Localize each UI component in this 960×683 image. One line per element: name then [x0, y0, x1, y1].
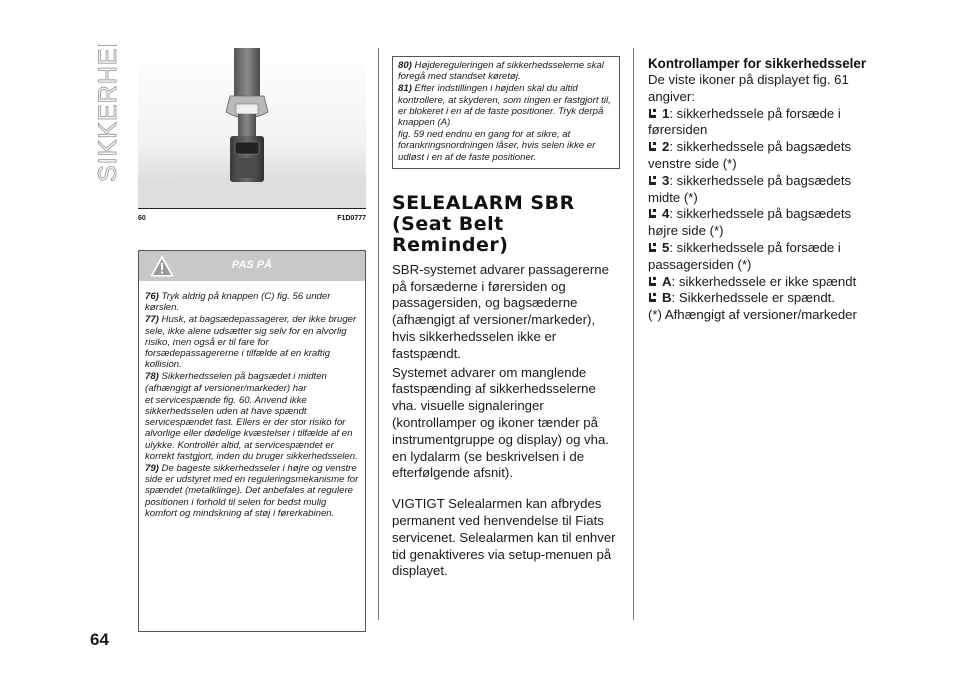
- lamp-item: [648, 173, 876, 207]
- page-number: 64: [90, 630, 109, 649]
- item-number: 77): [145, 314, 159, 326]
- item-text: Husk, at bagsædepassagerer, der ikke bruger sele, ikke alene udsætter sig selv for en alvorlig risiko, men også er til fare for forsædepassagererne i tilfælde af en kraftig kollision.: [145, 314, 357, 371]
- lamp-text: : sikkerhedssele på forsæde i passagersiden (*): [648, 239, 841, 272]
- item-text: De bageste sikkerhedsseler i højre og venstre side er udstyret med en reguleringsmekanisme for spændet (metalklinge). Det anbefales at regulere positionen i forhold til selen for bedst mulig komfort og mindskning af støj i førerkabinen.: [145, 463, 359, 519]
- lamp-text: : sikkerhedssele er ikke spændt: [671, 273, 857, 289]
- item-number: 79): [145, 463, 159, 475]
- item-text: Højdereguleringen af sikkerhedsselerne skal foregå med standset køretøj.: [398, 60, 604, 83]
- section-heading: SELEALARM SBR (Seat Belt Reminder): [392, 191, 575, 256]
- seat-icon: [648, 241, 658, 252]
- lamps-title: Kontrollamper for sikkerhedsseler: [648, 56, 867, 71]
- item-number: 80): [398, 60, 412, 71]
- lamp-item: [648, 106, 876, 140]
- figure-number: 60: [138, 215, 146, 222]
- lamp-key: B: [662, 290, 672, 306]
- warning-title: PAS PÅ: [231, 259, 273, 271]
- item-number: 76): [145, 291, 159, 302]
- item-text: fig. 59 ned endnu en gang for at sikre, at forankringsnordningen låser, hvis selen ikke er udløst i en af de faste positioner.: [398, 129, 596, 163]
- warning-item: [145, 314, 359, 370]
- seatbelt-figure: [138, 48, 366, 208]
- item-text: et servicespænde fig. 60. Anvend ikke sikkerhedsselen uden at have spændt servicespændet fast. Ellers er der stor risiko for alvorlige eller dødelige kvæstelser i tilfælde af en ulykke. Kontrollér altid, at servicespændet er korrekt fastgjort, inden du bruger sikkerhedsselen.: [145, 394, 358, 462]
- column-divider: [378, 48, 379, 620]
- paragraph: Systemet advarer om manglende fastspænding af sikkerhedsselerne vha. visuelle signaleringer (kontrollamper og ikoner tænder på instrumentgruppe og display) og vha. en lydalarm (se beskrivelsen i de efterfølgende afsnit).: [392, 364, 609, 481]
- warning-item: [145, 395, 359, 462]
- note-box: [392, 56, 620, 169]
- note-item: [398, 60, 614, 82]
- seat-icon: [648, 174, 658, 185]
- section-body: [392, 262, 620, 580]
- figure-caption: [138, 209, 366, 222]
- lamp-text: : Sikkerhedssele er spændt.: [671, 290, 835, 306]
- chapter-title: [86, 44, 126, 184]
- right-column: [648, 56, 876, 324]
- lamp-text: : sikkerhedssele på bagsædets venstre side (*): [648, 139, 852, 171]
- paragraph: VIGTIGT Selealarmen kan afbrydes permanent ved henvendelse til Fiats servicenet. Selealarmen kan til enhver tid genaktiveres via setup-menuen på displayet.: [392, 496, 616, 579]
- lamp-key: 2: [662, 139, 670, 155]
- lamp-key: A: [662, 273, 672, 289]
- warning-item: [145, 371, 359, 393]
- lamp-key: 3: [662, 172, 670, 188]
- lamp-item: [648, 206, 876, 240]
- seat-icon: [648, 107, 658, 118]
- seat-icon: [648, 275, 658, 286]
- seat-icon: [648, 291, 658, 302]
- lamp-text: : sikkerhedssele på bagsædets midte (*): [648, 172, 852, 205]
- warning-item: [145, 463, 359, 519]
- figure-code: F1D0777: [337, 215, 366, 222]
- warning-item: [145, 291, 359, 313]
- item-number: 81): [398, 83, 412, 95]
- item-number: 78): [145, 371, 159, 383]
- lamp-key: 1: [662, 105, 670, 121]
- seatbelt-buckle-illustration: [138, 48, 366, 208]
- note-item: [398, 129, 614, 163]
- lamp-item: [648, 240, 876, 274]
- seat-icon: [648, 207, 658, 218]
- lamp-item: [648, 274, 876, 291]
- note-item: [398, 83, 614, 128]
- column-divider: [633, 48, 634, 620]
- lamps-footnote: (*) Afhængigt af versioner/markeder: [648, 307, 857, 323]
- lamp-key: 5: [662, 239, 670, 255]
- paragraph: SBR-systemet advarer passagererne på forsæderne i førersiden og passagersiden, og bagsæderne (afhængigt af versioner/markeder), hvis sikkerhedsselen ikke er fastspændt.: [392, 261, 609, 361]
- middle-column: [392, 56, 620, 582]
- warning-header: [139, 251, 365, 281]
- warning-box: [138, 250, 366, 632]
- item-text: Efter indstillingen i højden skal du altid kontrollere, at skyderen, som ringen er fastgjort til, er blokeret i en af de faste positioner. Tryk derpå knappen (A): [398, 83, 611, 129]
- lamp-item: [648, 139, 876, 173]
- item-text: Tryk aldrig på knappen (C) fig. 56 under kørslen.: [145, 291, 331, 314]
- seat-icon: [648, 140, 658, 151]
- item-text: Sikkerhedsselen på bagsædet i midten (afhængigt af versioner/markeder) har: [145, 371, 327, 394]
- lamp-key: 4: [662, 206, 670, 222]
- lamp-text: : sikkerhedssele på forsæde i førersiden: [648, 105, 841, 138]
- left-column: [138, 48, 366, 632]
- chapter-title-text: SIKKERHED: [94, 44, 122, 182]
- warning-body: [139, 281, 365, 519]
- lamps-intro: De viste ikoner på displayet fig. 61 angiver:: [648, 72, 849, 104]
- lamp-item: [648, 290, 876, 307]
- lamp-text: : sikkerhedssele på bagsædets højre side (*): [648, 206, 852, 239]
